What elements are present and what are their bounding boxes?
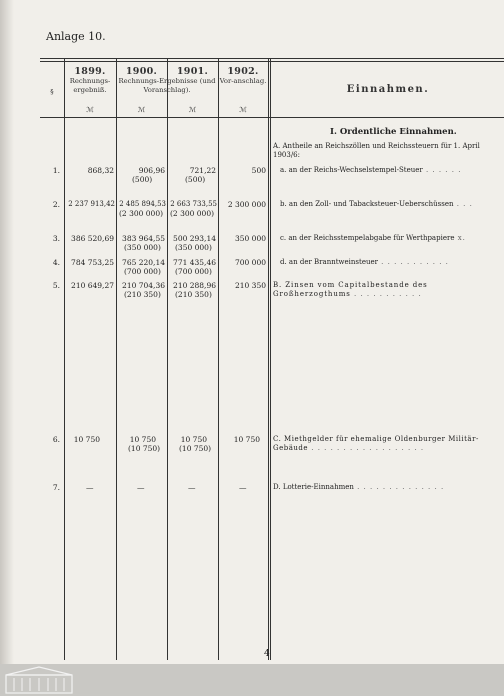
budget-1900: (700 000) bbox=[124, 267, 161, 276]
value-1900: — bbox=[137, 483, 145, 492]
col-divider bbox=[64, 58, 65, 660]
row-number: 5. bbox=[52, 281, 60, 290]
header-1899-sub: Rechnungs-ergebniß. bbox=[69, 77, 111, 94]
row-number: 2. bbox=[52, 200, 60, 209]
col-divider bbox=[116, 58, 117, 660]
unit-mark: ℳ bbox=[239, 106, 247, 114]
page-gutter-shadow bbox=[0, 0, 14, 696]
group-a-heading: A. Antheile an Reichszöllen und Reichssteuern für 1. April 1903/6: bbox=[273, 142, 480, 160]
value-1900: 10 750 bbox=[129, 435, 156, 444]
row-text bbox=[280, 166, 461, 175]
value-1900: 2 485 894,53 bbox=[119, 200, 166, 208]
budget-1901: (350 000) bbox=[175, 243, 212, 252]
leader-dots: . . . . . . . . . . . bbox=[377, 258, 449, 266]
header-1900-1901-sub: Rechnungs-Ergebnisse (und Voranschlag). bbox=[118, 77, 216, 94]
value-1900: 210 704,36 bbox=[122, 281, 165, 290]
row-number: 7. bbox=[52, 483, 60, 492]
budget-1901: (2 300 000) bbox=[170, 209, 215, 218]
row-text bbox=[273, 435, 501, 453]
row-text bbox=[280, 234, 466, 243]
value-1902: 10 750 bbox=[233, 435, 260, 444]
unit-mark: ℳ bbox=[137, 106, 146, 114]
row-number: 3. bbox=[52, 234, 60, 243]
header-1902-sub: Vor-anschlag. bbox=[219, 77, 267, 85]
col-divider bbox=[218, 58, 219, 660]
row-label: c. an der Reichsstempelabgabe für Werthpapiere bbox=[280, 234, 455, 242]
value-1900: 383 964,55 bbox=[122, 234, 165, 243]
row-label: b. an den Zoll- und Tabacksteuer-Ueberschüssen bbox=[280, 200, 454, 208]
value-1902: — bbox=[239, 483, 247, 492]
budget-1901: (210 350) bbox=[175, 290, 212, 299]
section-header: § bbox=[50, 88, 54, 96]
value-1902: 500 bbox=[251, 166, 266, 175]
value-1899: 868,32 bbox=[87, 166, 114, 175]
budget-1901: (10 750) bbox=[179, 444, 212, 453]
col-divider bbox=[167, 58, 168, 660]
value-1899: 386 520,69 bbox=[71, 234, 114, 243]
budget-1900: (350 000) bbox=[124, 243, 161, 252]
value-1900: 765 220,14 bbox=[122, 258, 165, 267]
unit-mark: ℳ bbox=[86, 106, 94, 114]
row-text bbox=[273, 483, 444, 492]
budget-1900: (500) bbox=[132, 175, 153, 184]
leader-dots: . . . . . . . . . . . . . . . . . . bbox=[308, 444, 425, 453]
value-1902: 210 350 bbox=[234, 281, 266, 290]
year-1901: 1901. bbox=[176, 66, 209, 77]
year-1902: 1902. bbox=[227, 66, 259, 77]
value-1902: 350 000 bbox=[234, 234, 266, 243]
header-1900 bbox=[116, 66, 167, 77]
row-text bbox=[280, 258, 449, 267]
library-building-icon bbox=[4, 666, 74, 694]
value-1901: — bbox=[188, 483, 196, 492]
value-1901: 210 288,96 bbox=[173, 281, 216, 290]
unit-mark: ℳ bbox=[188, 106, 197, 114]
leader-dots: . . . . . . bbox=[422, 166, 462, 174]
budget-1900: (2 300 000) bbox=[119, 209, 164, 218]
col-divider bbox=[268, 58, 269, 660]
annex-label: Anlage 10. bbox=[46, 30, 106, 43]
value-1899: 210 649,27 bbox=[71, 281, 114, 290]
value-1901: 500 293,14 bbox=[173, 234, 216, 243]
value-1900: 906,96 bbox=[138, 166, 165, 175]
row-label: D. Lotterie-Einnahmen bbox=[273, 483, 354, 491]
value-1899: 10 750 bbox=[73, 435, 100, 444]
value-1899: 784 753,25 bbox=[71, 258, 114, 267]
row-number: 4. bbox=[52, 258, 60, 267]
row-label: C. Miethgelder für ehemalige Oldenburger Militär-Gebäude bbox=[273, 435, 479, 453]
page-number: 4 bbox=[264, 649, 270, 659]
header-1899 bbox=[64, 66, 116, 94]
header-1901 bbox=[167, 66, 218, 77]
value-1899: 2 237 913,42 bbox=[68, 200, 115, 208]
leader-dots: . . . . . . . . . . . bbox=[350, 290, 422, 299]
budget-1901: (500) bbox=[185, 175, 206, 184]
value-1901: 771 435,46 bbox=[173, 258, 216, 267]
value-1901: 2 663 733,55 bbox=[170, 200, 217, 208]
row-text bbox=[280, 200, 473, 209]
table-top-rule bbox=[40, 58, 504, 59]
value-1902: 700 000 bbox=[234, 258, 266, 267]
value-1901: 10 750 bbox=[180, 435, 207, 444]
table-top-rule-double bbox=[40, 61, 504, 62]
leader-dots: . . . . . . . . . . . . . . bbox=[353, 483, 445, 491]
row-label: d. an der Branntweinsteuer bbox=[280, 258, 378, 266]
year-1899: 1899. bbox=[74, 66, 106, 77]
col-divider-double bbox=[270, 58, 271, 660]
value-1902: 2 300 000 bbox=[227, 200, 266, 209]
row-text bbox=[273, 281, 499, 299]
leader-dots: x. bbox=[454, 234, 466, 242]
budget-1900: (210 350) bbox=[124, 290, 161, 299]
budget-1901: (700 000) bbox=[175, 267, 212, 276]
row-label: B. Zinsen vom Capitalbestande des Großherzogthums bbox=[273, 281, 428, 299]
revenue-header: Einnahmen. bbox=[346, 84, 430, 95]
year-1900: 1900. bbox=[125, 66, 158, 77]
header-bottom-rule bbox=[40, 117, 504, 118]
row-label: a. an der Reichs-Wechselstempel-Steuer bbox=[280, 166, 423, 174]
budget-1900: (10 750) bbox=[128, 444, 161, 453]
viewer-bottom-bar bbox=[0, 664, 504, 696]
row-number: 6. bbox=[52, 435, 60, 444]
value-1899: — bbox=[86, 483, 94, 492]
value-1901: 721,22 bbox=[189, 166, 216, 175]
section-title: I. Ordentliche Einnahmen. bbox=[330, 127, 457, 137]
header-1902 bbox=[218, 66, 268, 86]
leader-dots: . . . bbox=[453, 200, 473, 208]
row-number: 1. bbox=[52, 166, 60, 175]
